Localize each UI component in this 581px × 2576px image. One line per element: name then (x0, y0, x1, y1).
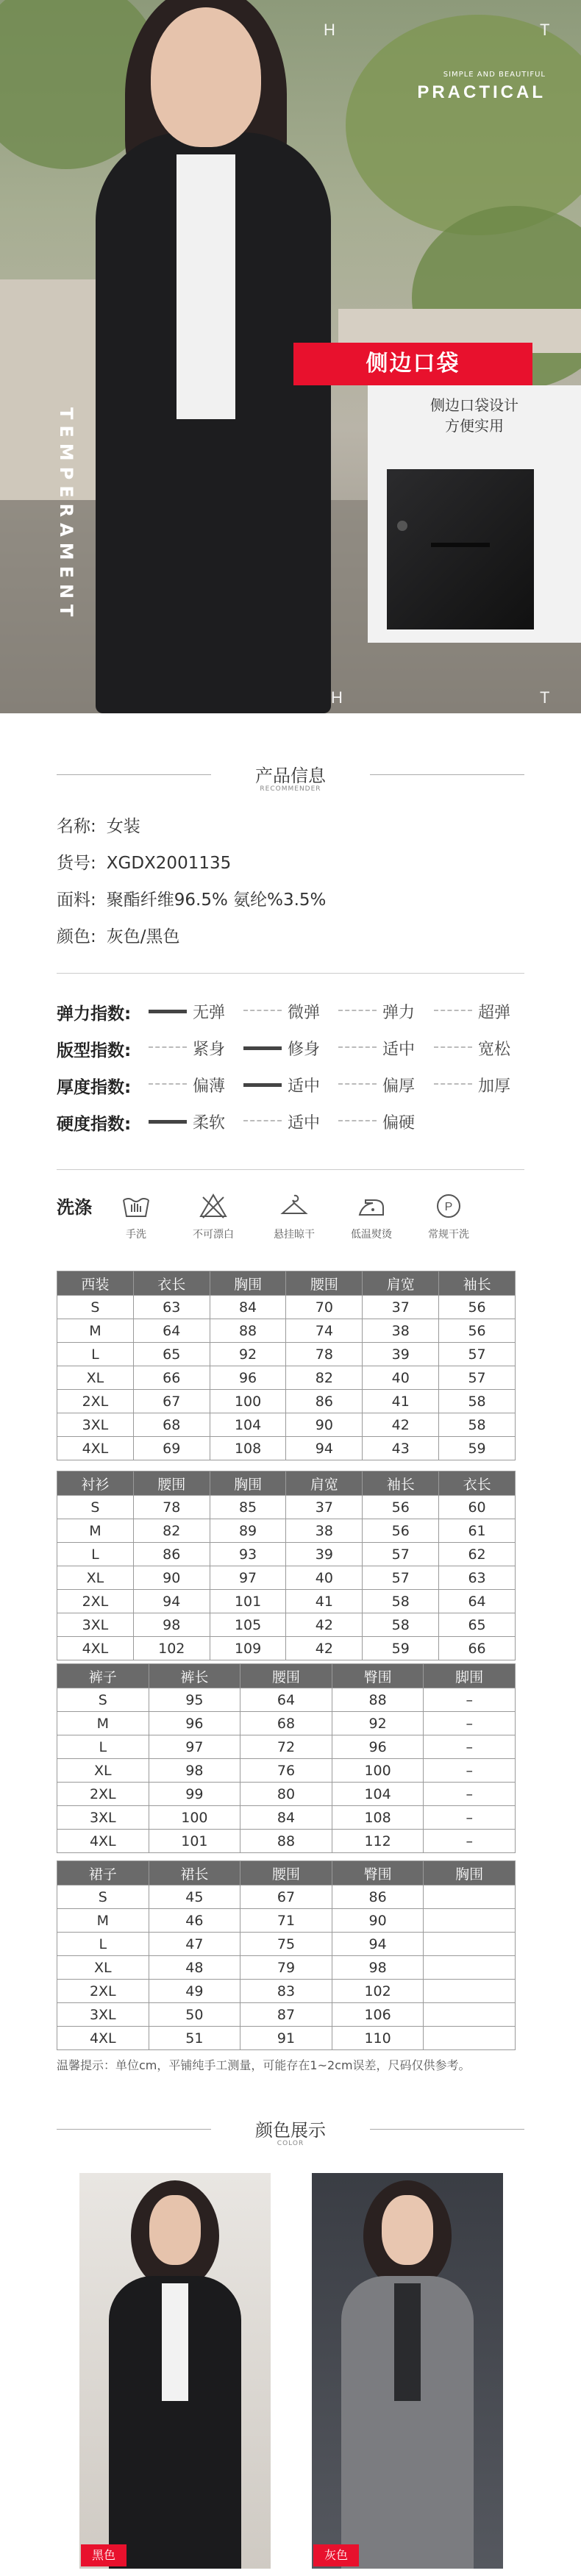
hero-letter: H (331, 688, 343, 707)
table-row (57, 1296, 516, 1319)
table-cell: 61 (439, 1519, 516, 1543)
index-indicator (434, 1046, 472, 1050)
table-row (57, 1343, 516, 1366)
info-value: XGDX2001135 (106, 854, 232, 873)
table-cell: 46 (149, 1909, 240, 1933)
index-indicator (338, 1010, 377, 1013)
table-cell: XL (57, 1366, 134, 1390)
table-cell: 3XL (57, 2003, 149, 2027)
table-header-cell: 臀围 (332, 1861, 424, 1885)
index-label: 弹力指数: (57, 1005, 132, 1024)
hero-letter: T (540, 21, 550, 39)
table-cell: 40 (286, 1566, 363, 1590)
section-subtitle: RECOMMENDER (260, 785, 321, 793)
table-cell: – (424, 1712, 516, 1735)
index-indicator (149, 1120, 187, 1124)
table-cell: 3XL (57, 1806, 149, 1830)
section-subtitle: COLOR (277, 2140, 304, 2147)
table-row (57, 1366, 516, 1390)
color-photo-gray (312, 2173, 503, 2569)
table-cell: 88 (332, 1688, 424, 1712)
table-header-cell: 肩宽 (286, 1471, 363, 1496)
care-label: 手洗 (126, 1229, 146, 1241)
table-cell: 100 (149, 1806, 240, 1830)
index-option: 偏厚 (382, 1077, 416, 1096)
size-note: 温馨提示：单位cm，平铺纯手工测量，可能存在1~2cm误差，尺码仅供参考。 (57, 2058, 471, 2072)
table-cell: 4XL (57, 1437, 134, 1460)
info-row-name (57, 813, 140, 837)
index-option: 适中 (382, 1041, 416, 1059)
table-cell: 65 (439, 1613, 516, 1637)
table-cell: 86 (286, 1390, 363, 1413)
table-cell: 80 (240, 1783, 332, 1806)
table-cell (424, 1909, 516, 1933)
table-cell: 109 (210, 1637, 286, 1660)
table-cell: 92 (332, 1712, 424, 1735)
table-row (57, 1933, 516, 1956)
info-label: 名称: (57, 817, 96, 836)
hero-letter: H (324, 21, 335, 39)
table-cell: 63 (133, 1296, 210, 1319)
index-indicator (149, 1046, 187, 1050)
table-cell: 3XL (57, 1413, 134, 1437)
table-row (57, 1909, 516, 1933)
feature-description (382, 395, 566, 436)
table-header-cell: 臀围 (332, 1664, 424, 1688)
pocket-detail-photo (387, 469, 534, 629)
table-header-row (57, 1471, 516, 1496)
table-cell: 94 (133, 1590, 210, 1613)
table-cell: 101 (149, 1830, 240, 1853)
table-cell: 90 (133, 1566, 210, 1590)
table-row (57, 1437, 516, 1460)
table-cell: 108 (332, 1806, 424, 1830)
no-bleach-icon (199, 1193, 228, 1219)
table-cell: 92 (210, 1343, 286, 1366)
table-cell: 79 (240, 1956, 332, 1980)
table-cell: XL (57, 1566, 134, 1590)
table-row (57, 1783, 516, 1806)
table-cell: – (424, 1688, 516, 1712)
feature-desc-line: 侧边口袋设计 (430, 396, 518, 414)
table-row (57, 1830, 516, 1853)
table-cell: 70 (286, 1296, 363, 1319)
table-cell: 58 (363, 1613, 439, 1637)
table-cell: 4XL (57, 1637, 134, 1660)
table-header-row (57, 1861, 516, 1885)
table-header-cell: 衣长 (133, 1271, 210, 1296)
index-option: 偏硬 (382, 1114, 416, 1132)
hero-subtitle: SIMPLE AND BEAUTIFUL (443, 71, 546, 79)
color-tag-gray: 灰色 (313, 2544, 359, 2566)
table-cell: 68 (240, 1712, 332, 1735)
table-header-cell: 西装 (57, 1271, 134, 1296)
table-row (57, 1806, 516, 1830)
index-label: 版型指数: (57, 1041, 132, 1060)
table-cell: 93 (210, 1543, 286, 1566)
index-option: 紧身 (193, 1041, 226, 1059)
table-cell: 95 (149, 1688, 240, 1712)
table-cell: 56 (363, 1519, 439, 1543)
table-cell: 96 (210, 1366, 286, 1390)
table-cell: 42 (286, 1613, 363, 1637)
table-cell: 112 (332, 1830, 424, 1853)
table-header-cell: 腰围 (240, 1664, 332, 1688)
table-cell: 65 (133, 1343, 210, 1366)
table-cell: 82 (286, 1366, 363, 1390)
table-cell: 62 (439, 1543, 516, 1566)
table-cell (424, 1933, 516, 1956)
info-label: 面料: (57, 891, 96, 910)
table-header-cell: 胸围 (424, 1861, 516, 1885)
table-row (57, 2003, 516, 2027)
section-title-product-info: 产品信息 (255, 766, 326, 786)
table-cell: 49 (149, 1980, 240, 2003)
table-cell: L (57, 1933, 149, 1956)
index-option: 宽松 (478, 1041, 511, 1059)
table-cell: S (57, 1496, 134, 1519)
info-row-sku (57, 849, 231, 874)
index-indicator (243, 1083, 282, 1087)
table-cell: 39 (286, 1543, 363, 1566)
table-cell: 63 (439, 1566, 516, 1590)
table-row (57, 1519, 516, 1543)
table-cell: 68 (133, 1413, 210, 1437)
table-cell: 41 (363, 1390, 439, 1413)
table-cell: 59 (439, 1437, 516, 1460)
index-indicator (338, 1046, 377, 1050)
table-cell: 57 (363, 1543, 439, 1566)
table-cell (424, 1956, 516, 1980)
table-cell: 88 (240, 1830, 332, 1853)
table-row (57, 1413, 516, 1437)
index-indicator (243, 1120, 282, 1124)
table-cell: 4XL (57, 2027, 149, 2050)
table-cell: 69 (133, 1437, 210, 1460)
table-cell: – (424, 1830, 516, 1853)
table-cell: 100 (210, 1390, 286, 1413)
table-cell: 99 (149, 1783, 240, 1806)
table-cell: – (424, 1806, 516, 1830)
table-row (57, 1496, 516, 1519)
table-cell: 2XL (57, 1390, 134, 1413)
care-label: 常规干洗 (428, 1229, 469, 1241)
table-cell: 102 (133, 1637, 210, 1660)
table-cell: 66 (439, 1637, 516, 1660)
info-value: 聚酯纤维96.5% 氨纶%3.5% (106, 891, 327, 910)
table-cell: 90 (286, 1413, 363, 1437)
table-cell: 57 (363, 1566, 439, 1590)
table-cell: 98 (149, 1759, 240, 1783)
index-indicator (149, 1010, 187, 1013)
table-cell: 64 (439, 1590, 516, 1613)
table-cell: 57 (439, 1343, 516, 1366)
index-indicator (434, 1083, 472, 1087)
table-cell: 87 (240, 2003, 332, 2027)
table-cell: 38 (286, 1519, 363, 1543)
table-cell: 37 (286, 1496, 363, 1519)
table-cell: 88 (210, 1319, 286, 1343)
iron-low-icon (357, 1193, 386, 1219)
table-row (57, 1956, 516, 1980)
table-cell: – (424, 1783, 516, 1806)
info-value: 女装 (106, 817, 140, 836)
table-header-row (57, 1271, 516, 1296)
table-cell: 86 (332, 1885, 424, 1909)
table-cell: 42 (286, 1637, 363, 1660)
table-cell: 66 (133, 1366, 210, 1390)
index-indicator (149, 1083, 187, 1087)
size-table-pants (57, 1663, 516, 1853)
table-cell: L (57, 1543, 134, 1566)
table-cell: 86 (133, 1543, 210, 1566)
table-row (57, 1390, 516, 1413)
table-row (57, 1980, 516, 2003)
index-label: 硬度指数: (57, 1115, 132, 1134)
table-cell: 58 (363, 1590, 439, 1613)
table-cell: 58 (439, 1413, 516, 1437)
table-header-cell: 裙子 (57, 1861, 149, 1885)
table-row (57, 1759, 516, 1783)
table-header-cell: 袖长 (363, 1471, 439, 1496)
table-cell: 51 (149, 2027, 240, 2050)
table-header-cell: 腰围 (286, 1271, 363, 1296)
section-title-colors: 颜色展示 (255, 2120, 326, 2141)
table-cell: 39 (363, 1343, 439, 1366)
size-table-skirt (57, 1860, 516, 2050)
table-cell: M (57, 1319, 134, 1343)
table-row (57, 1566, 516, 1590)
table-cell: 42 (363, 1413, 439, 1437)
table-cell: 94 (332, 1933, 424, 1956)
table-cell: 84 (240, 1806, 332, 1830)
table-cell: 106 (332, 2003, 424, 2027)
table-cell: 97 (149, 1735, 240, 1759)
table-row (57, 1319, 516, 1343)
table-cell: 67 (133, 1390, 210, 1413)
table-cell: 91 (240, 2027, 332, 2050)
size-table-shirt (57, 1471, 516, 1660)
table-cell: S (57, 1885, 149, 1909)
feature-banner: 侧边口袋 (293, 343, 532, 385)
table-cell: L (57, 1343, 134, 1366)
index-indicator (338, 1083, 377, 1087)
hand-wash-icon (121, 1193, 151, 1219)
table-cell: 104 (210, 1413, 286, 1437)
table-cell: 59 (363, 1637, 439, 1660)
feature-desc-line: 方便实用 (445, 417, 504, 435)
table-cell: 64 (133, 1319, 210, 1343)
table-cell: 97 (210, 1566, 286, 1590)
table-cell: 40 (363, 1366, 439, 1390)
table-cell: 2XL (57, 1590, 134, 1613)
table-cell: 2XL (57, 1783, 149, 1806)
table-cell: 56 (439, 1319, 516, 1343)
table-cell (424, 2027, 516, 2050)
table-cell: 67 (240, 1885, 332, 1909)
index-option: 无弹 (193, 1004, 226, 1022)
table-cell: 82 (133, 1519, 210, 1543)
table-header-cell: 衣长 (439, 1471, 516, 1496)
table-header-cell: 肩宽 (363, 1271, 439, 1296)
index-option: 加厚 (478, 1077, 511, 1096)
care-label: 不可漂白 (193, 1229, 234, 1241)
table-cell: 108 (210, 1437, 286, 1460)
table-cell: 83 (240, 1980, 332, 2003)
table-cell: 84 (210, 1296, 286, 1319)
table-header-cell: 腰围 (240, 1861, 332, 1885)
divider (57, 1169, 524, 1170)
index-option: 微弹 (288, 1004, 321, 1022)
index-option: 弹力 (382, 1004, 416, 1022)
table-cell: 100 (332, 1759, 424, 1783)
table-row (57, 1590, 516, 1613)
table-cell: 60 (439, 1496, 516, 1519)
table-cell: 56 (363, 1496, 439, 1519)
index-option: 适中 (288, 1114, 321, 1132)
table-cell: 43 (363, 1437, 439, 1460)
info-label: 货号: (57, 854, 96, 873)
table-header-cell: 裤长 (149, 1664, 240, 1688)
table-cell: 104 (332, 1783, 424, 1806)
care-label: 悬挂晾干 (274, 1229, 315, 1241)
table-cell: 75 (240, 1933, 332, 1956)
table-cell: 45 (149, 1885, 240, 1909)
index-option: 适中 (288, 1077, 321, 1096)
table-cell: 76 (240, 1759, 332, 1783)
table-cell: 74 (286, 1319, 363, 1343)
info-value: 灰色/黑色 (106, 927, 180, 946)
care-title: 洗涤 (57, 1197, 92, 1218)
table-cell (424, 1885, 516, 1909)
table-cell: 101 (210, 1590, 286, 1613)
table-cell: 48 (149, 1956, 240, 1980)
table-header-cell: 裤子 (57, 1664, 149, 1688)
hero-banner (0, 0, 581, 713)
size-table-suit (57, 1271, 516, 1460)
table-cell: 57 (439, 1366, 516, 1390)
table-cell: M (57, 1909, 149, 1933)
table-cell: 38 (363, 1319, 439, 1343)
index-option: 超弹 (478, 1004, 511, 1022)
table-cell: 72 (240, 1735, 332, 1759)
info-row-color (57, 923, 180, 947)
table-row (57, 1688, 516, 1712)
table-cell: XL (57, 1759, 149, 1783)
table-header-cell: 胸围 (210, 1471, 286, 1496)
table-cell: 94 (286, 1437, 363, 1460)
table-header-cell: 胸围 (210, 1271, 286, 1296)
table-cell: – (424, 1759, 516, 1783)
table-cell: M (57, 1712, 149, 1735)
info-row-fabric (57, 886, 326, 910)
table-cell: 78 (286, 1343, 363, 1366)
table-cell: 102 (332, 1980, 424, 2003)
table-cell: 50 (149, 2003, 240, 2027)
table-header-cell: 袖长 (439, 1271, 516, 1296)
table-cell: 98 (133, 1613, 210, 1637)
table-cell: 41 (286, 1590, 363, 1613)
table-cell: 96 (149, 1712, 240, 1735)
table-row (57, 1885, 516, 1909)
table-cell: 56 (439, 1296, 516, 1319)
index-indicator (243, 1046, 282, 1050)
table-cell: S (57, 1688, 149, 1712)
table-row (57, 1543, 516, 1566)
color-photo-black (79, 2173, 271, 2569)
table-cell: 2XL (57, 1980, 149, 2003)
table-cell (424, 2003, 516, 2027)
table-cell: – (424, 1735, 516, 1759)
index-option: 柔软 (193, 1114, 226, 1132)
index-indicator (338, 1120, 377, 1124)
table-header-cell: 衬衫 (57, 1471, 134, 1496)
table-cell (424, 1980, 516, 2003)
hero-title: PRACTICAL (417, 82, 546, 102)
table-header-cell: 裙长 (149, 1861, 240, 1885)
index-label: 厚度指数: (57, 1078, 132, 1097)
index-indicator (243, 1010, 282, 1013)
table-header-cell: 腰围 (133, 1471, 210, 1496)
divider (57, 973, 524, 974)
svg-text:P: P (444, 1201, 453, 1213)
table-cell: 105 (210, 1613, 286, 1637)
table-cell: 89 (210, 1519, 286, 1543)
info-label: 颜色: (57, 927, 96, 946)
hero-letter: T (540, 688, 550, 707)
table-cell: 37 (363, 1296, 439, 1319)
table-cell: 3XL (57, 1613, 134, 1637)
index-option: 偏薄 (193, 1077, 226, 1096)
table-cell: 78 (133, 1496, 210, 1519)
table-cell: 98 (332, 1956, 424, 1980)
table-row (57, 1613, 516, 1637)
table-cell: 47 (149, 1933, 240, 1956)
index-indicator (434, 1010, 472, 1013)
table-cell: M (57, 1519, 134, 1543)
table-cell: S (57, 1296, 134, 1319)
table-cell: L (57, 1735, 149, 1759)
table-cell: 58 (439, 1390, 516, 1413)
dry-clean-icon (434, 1193, 463, 1219)
hero-side-text: TEMPERAMENT (56, 407, 76, 623)
table-cell: 71 (240, 1909, 332, 1933)
table-row (57, 1712, 516, 1735)
table-row (57, 1637, 516, 1660)
table-cell: 110 (332, 2027, 424, 2050)
table-header-row (57, 1664, 516, 1688)
table-cell: 96 (332, 1735, 424, 1759)
table-cell: 90 (332, 1909, 424, 1933)
care-label: 低温熨烫 (351, 1229, 392, 1241)
table-cell: XL (57, 1956, 149, 1980)
hang-dry-icon (279, 1193, 309, 1219)
table-row (57, 2027, 516, 2050)
table-header-cell: 脚围 (424, 1664, 516, 1688)
index-option: 修身 (288, 1041, 321, 1059)
table-row (57, 1735, 516, 1759)
table-cell: 85 (210, 1496, 286, 1519)
color-tag-black: 黑色 (81, 2544, 126, 2566)
table-cell: 64 (240, 1688, 332, 1712)
table-cell: 4XL (57, 1830, 149, 1853)
